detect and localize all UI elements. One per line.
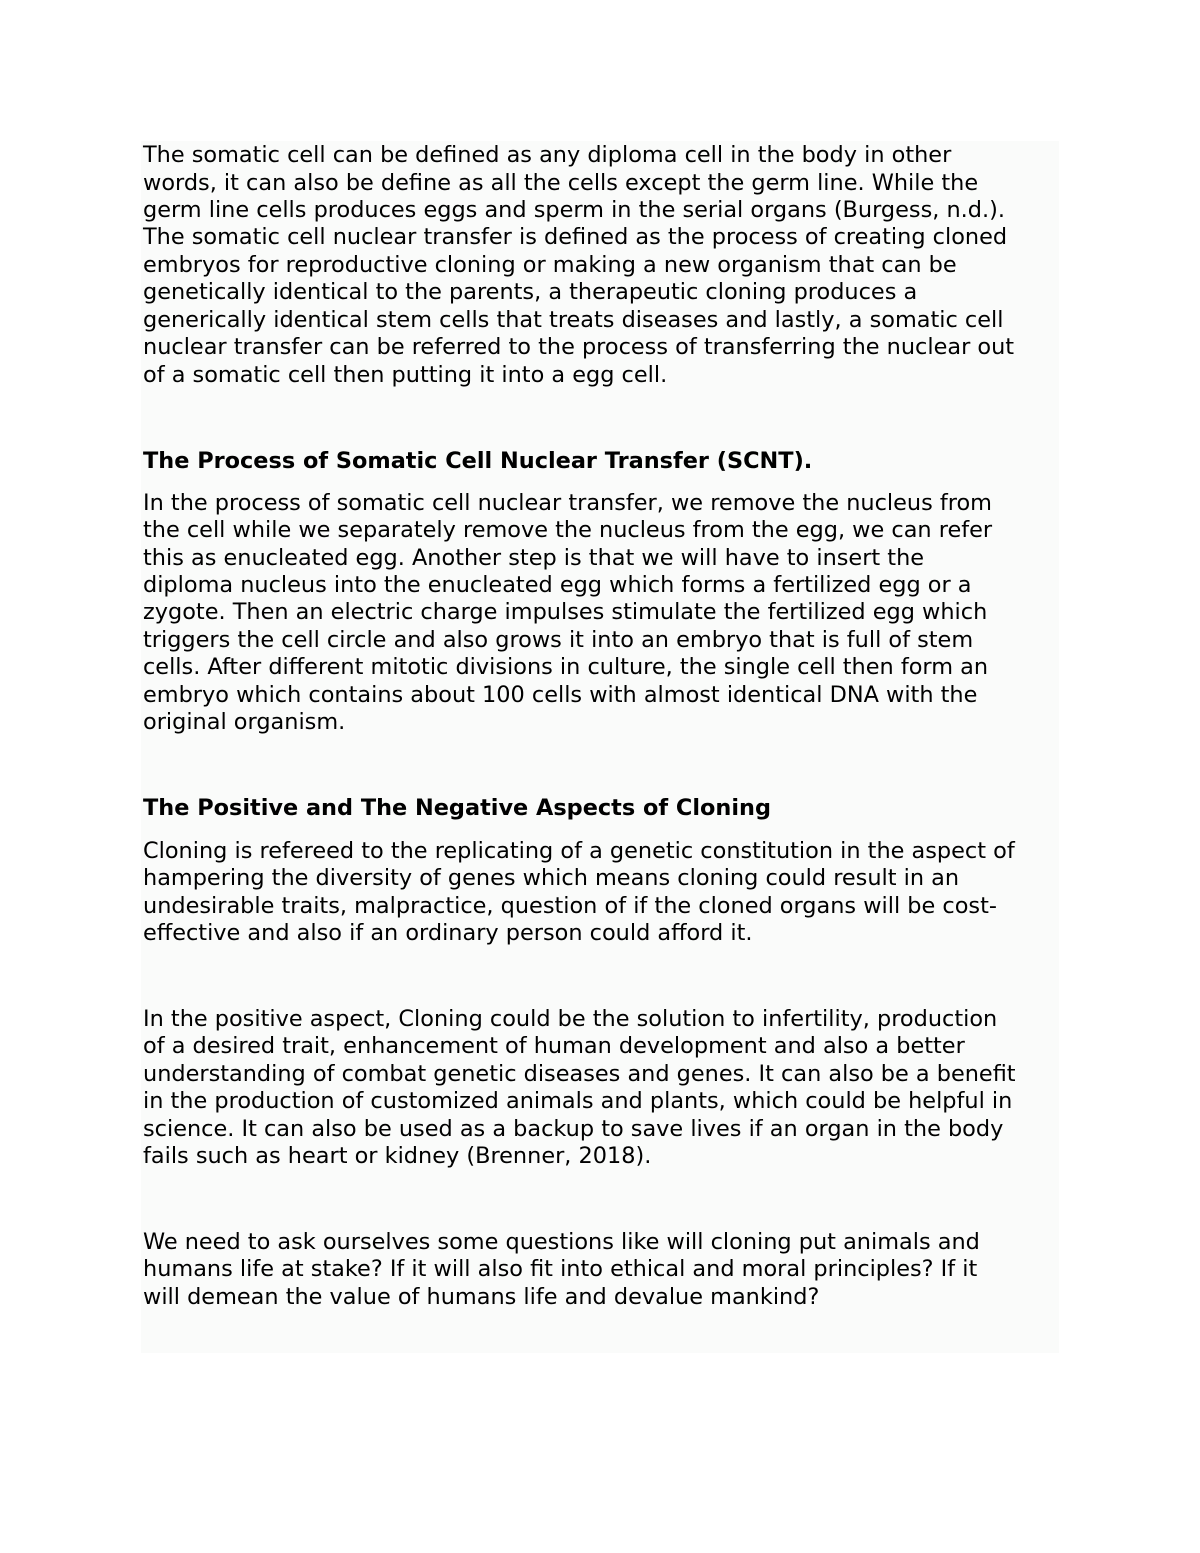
text-line: hampering the diversity of genes which means cloning could result in an	[143, 865, 960, 891]
text-line: this as enucleated egg. Another step is that we will have to insert the	[143, 545, 925, 571]
section-heading-cloning-aspects: The Positive and The Negative Aspects of Cloning	[143, 795, 771, 821]
text-line: We need to ask ourselves some questions like will cloning put animals and	[143, 1229, 980, 1255]
text-line: the cell while we separately remove the nucleus from the egg, we can refer	[143, 517, 993, 543]
text-line: genetically identical to the parents, a therapeutic cloning produces a	[143, 279, 918, 305]
text-line: of a desired trait, enhancement of human development and also a better	[143, 1033, 965, 1059]
text-line: original organism.	[143, 709, 346, 735]
text-line: effective and also if an ordinary person could afford it.	[143, 920, 753, 946]
text-line: of a somatic cell then putting it into a egg cell.	[143, 362, 668, 388]
section-heading-scnt-process: The Process of Somatic Cell Nuclear Transfer (SCNT).	[143, 448, 813, 474]
text-line: embryo which contains about 100 cells with almost identical DNA with the	[143, 682, 978, 708]
text-line: understanding of combat genetic diseases and genes. It can also be a benefit	[143, 1061, 1016, 1087]
text-line: embryos for reproductive cloning or making a new organism that can be	[143, 252, 957, 278]
text-line: cells. After different mitotic divisions in culture, the single cell then form an	[143, 654, 989, 680]
text-line: triggers the cell circle and also grows it into an embryo that is full of stem	[143, 627, 974, 653]
text-line: humans life at stake? If it will also fit into ethical and moral principles? If it	[143, 1256, 978, 1282]
document-body	[141, 141, 1059, 1353]
text-line: In the process of somatic cell nuclear transfer, we remove the nucleus from	[143, 490, 992, 516]
text-line: zygote. Then an electric charge impulses stimulate the fertilized egg which	[143, 599, 988, 625]
text-line: words, it can also be define as all the cells except the germ line. While the	[143, 170, 979, 196]
text-line: In the positive aspect, Cloning could be the solution to infertility, production	[143, 1006, 998, 1032]
text-line: undesirable traits, malpractice, question of if the cloned organs will be cost-	[143, 893, 997, 919]
text-line: germ line cells produces eggs and sperm in the serial organs (Burgess, n.d.).	[143, 197, 1005, 223]
text-line: The somatic cell nuclear transfer is defined as the process of creating cloned	[143, 224, 1008, 250]
text-line: diploma nucleus into the enucleated egg which forms a fertilized egg or a	[143, 572, 972, 598]
text-line: in the production of customized animals and plants, which could be helpful in	[143, 1088, 1013, 1114]
text-line: fails such as heart or kidney (Brenner, 2018).	[143, 1143, 652, 1169]
text-line: will demean the value of humans life and devalue mankind?	[143, 1284, 820, 1310]
text-line: generically identical stem cells that treats diseases and lastly, a somatic cell	[143, 307, 1004, 333]
text-line: science. It can also be used as a backup to save lives if an organ in the body	[143, 1116, 1004, 1142]
text-line: The somatic cell can be defined as any diploma cell in the body in other	[143, 142, 952, 168]
text-line: nuclear transfer can be referred to the process of transferring the nuclear out	[143, 334, 1015, 360]
text-line: Cloning is refereed to the replicating of a genetic constitution in the aspect of	[143, 838, 1015, 864]
